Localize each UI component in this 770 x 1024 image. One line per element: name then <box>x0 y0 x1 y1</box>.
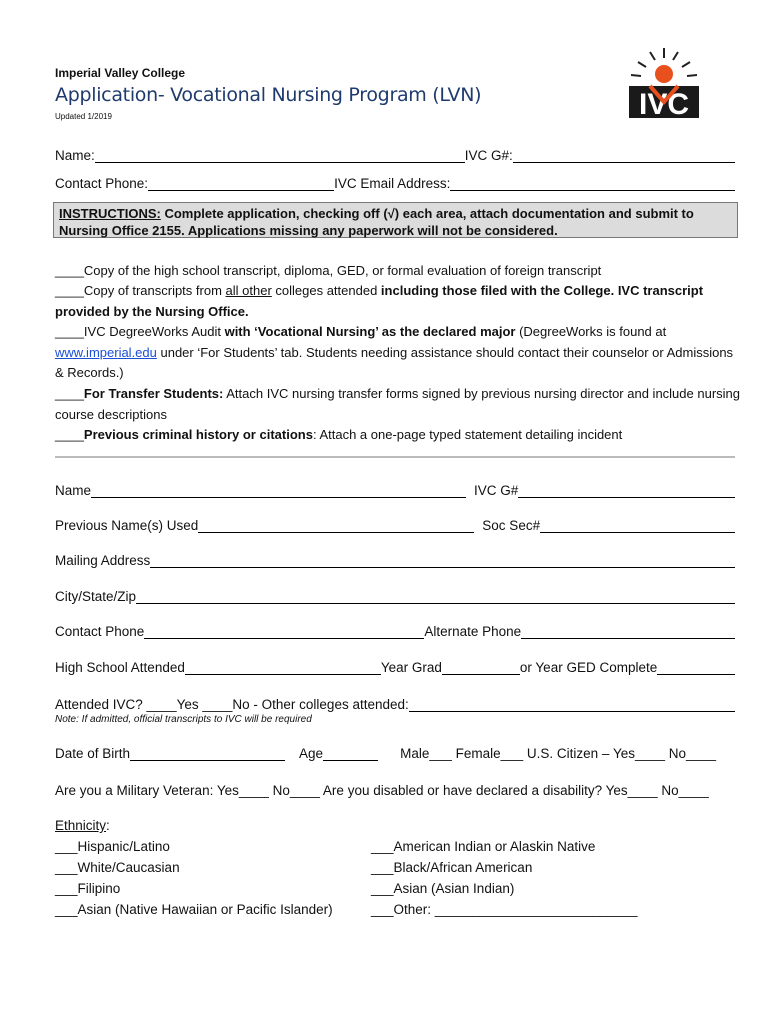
veteran-disability-options[interactable]: Are you a Military Veteran: Yes____ No____ Are you disabled or have declared a disability? Yes____ No____ <box>55 783 709 798</box>
form-row-prev-names <box>55 518 735 533</box>
year-grad-label: Year Grad <box>380 660 442 675</box>
sex-citizen-options[interactable]: Male___ Female___ U.S. Citizen – Yes____ No____ <box>400 746 717 761</box>
checklist-text-underlined: all other <box>225 283 272 298</box>
attended-ivc-label: Attended IVC? ____Yes ____No - Other colleges attended: <box>55 697 409 712</box>
contact-phone-label: Contact Phone <box>55 624 145 639</box>
checklist-item-degreeworks[interactable] <box>55 322 745 384</box>
age-field[interactable] <box>323 746 378 761</box>
high-school-field[interactable] <box>185 660 381 675</box>
city-state-zip-field[interactable] <box>136 589 735 604</box>
name-field[interactable] <box>95 148 465 163</box>
logo-text: IVC <box>638 88 690 120</box>
checklist-text-bold: with ‘Vocational Nursing’ as the declared major <box>224 324 516 339</box>
checklist-item-hs-transcript[interactable] <box>55 261 745 282</box>
ethnicity-option[interactable]: ___American Indian or Alaskin Native <box>371 839 596 854</box>
checklist-text-bold: For Transfer Students: <box>83 386 224 401</box>
ivc-number-field[interactable] <box>518 483 735 498</box>
ivc-logo <box>626 46 702 120</box>
checklist-text-bold: including those filed with the College. IVC transcript provided by the Nursing Office. <box>55 283 704 319</box>
checklist-text: (DegreeWorks is found at <box>515 324 667 339</box>
ethnicity-left-column <box>55 815 333 920</box>
contact-phone-field[interactable] <box>144 624 424 639</box>
checklist-text-bold: Previous criminal history or citations <box>83 427 313 442</box>
imperial-website-link[interactable]: www.imperial.edu <box>55 344 157 360</box>
alternate-phone-field[interactable] <box>521 624 735 639</box>
dob-label: Date of Birth <box>55 746 131 761</box>
ethnicity-heading-text: Ethnicity <box>55 818 107 833</box>
checklist-text: ____Copy of the high school transcript, diploma, GED, or formal evaluation of foreign transcript <box>55 263 602 278</box>
form-row-dob <box>55 746 735 761</box>
ethnicity-option[interactable]: ___Filipino <box>55 881 121 896</box>
year-grad-field[interactable] <box>442 660 520 675</box>
form-row-phones <box>55 624 735 639</box>
checklist-text: ____Copy of transcripts from <box>55 283 226 298</box>
section-divider <box>55 456 735 458</box>
checklist-text: under ‘For Students’ tab. Students needing assistance should contact their counselor or Admissions & Records.) <box>55 344 734 380</box>
form-row-high-school <box>55 660 735 675</box>
checklist-text: ____ <box>55 386 84 401</box>
previous-names-field[interactable] <box>198 518 474 533</box>
ssn-field[interactable] <box>540 518 735 533</box>
name-label: Name: <box>55 148 95 163</box>
form-row-mailing <box>55 553 735 568</box>
checklist-text: ____IVC DegreeWorks Audit <box>55 324 225 339</box>
updated-date: Updated 1/2019 <box>55 112 112 121</box>
checklist-text: ____ <box>55 427 84 442</box>
ethnicity-option[interactable]: ___Hispanic/Latino <box>55 839 170 854</box>
form-row-city <box>55 589 735 604</box>
age-label: Age <box>299 746 324 761</box>
contact-phone-field[interactable] <box>148 176 334 191</box>
ethnicity-option[interactable]: ___Other: ___________________________ <box>371 902 638 917</box>
checklist-item-college-transcripts[interactable] <box>55 281 745 322</box>
checklist-item-criminal-history[interactable] <box>55 425 745 446</box>
ged-year-label: or Year GED Complete <box>519 660 658 675</box>
alternate-phone-label: Alternate Phone <box>424 624 522 639</box>
ethnicity-option[interactable]: ___Asian (Native Hawaiian or Pacific Islander) <box>55 902 333 917</box>
ethnicity-heading <box>55 815 333 836</box>
ethnicity-right-column <box>371 836 638 920</box>
mailing-address-label: Mailing Address <box>55 553 151 568</box>
city-state-zip-label: City/State/Zip <box>55 589 137 604</box>
ivc-number-label: IVC G# <box>474 483 519 498</box>
form-row-attended <box>55 697 735 712</box>
email-field[interactable] <box>450 176 735 191</box>
ged-year-field[interactable] <box>657 660 735 675</box>
ivc-number-label: IVC G#: <box>464 148 513 163</box>
previous-names-label: Previous Name(s) Used <box>55 518 199 533</box>
college-name: Imperial Valley College <box>55 66 186 80</box>
other-colleges-field[interactable] <box>409 697 735 712</box>
contact-phone-label: Contact Phone: <box>55 176 149 191</box>
checklist-text: : Attach a one-page typed statement detailing incident <box>312 427 623 442</box>
ethnicity-heading-colon: : <box>106 818 110 833</box>
ethnicity-option[interactable]: ___White/Caucasian <box>55 860 180 875</box>
high-school-label: High School Attended <box>55 660 185 675</box>
checklist-text: Attach IVC nursing transfer forms signed by previous nursing director and include nursing course descriptions <box>55 386 740 422</box>
ethnicity-option[interactable]: ___Asian (Asian Indian) <box>371 881 515 896</box>
name-label: Name <box>55 483 92 498</box>
page-title: Application- Vocational Nursing Program (LVN) <box>55 84 482 106</box>
instructions-box <box>53 202 738 238</box>
ssn-label: Soc Sec# <box>482 518 541 533</box>
email-label: IVC Email Address: <box>334 176 451 191</box>
ethnicity-option[interactable]: ___Black/African American <box>371 860 533 875</box>
form-row-veteran <box>55 783 735 798</box>
form-row-name <box>55 483 735 498</box>
checklist-item-transfer[interactable] <box>55 384 745 425</box>
sun-icon <box>655 65 673 83</box>
checklist-text: colleges attended <box>271 283 381 298</box>
mailing-address-field[interactable] <box>150 553 735 568</box>
top-contact-row <box>55 176 735 191</box>
instructions-label: INSTRUCTIONS: <box>59 206 161 221</box>
top-name-row <box>55 148 735 163</box>
name-field[interactable] <box>91 483 466 498</box>
ivc-number-field[interactable] <box>513 148 735 163</box>
instructions-text: Complete application, checking off (√) each area, attach documentation and submit to Nursing Office 2155. Applications missing any paperwork will not be considered. <box>59 206 694 238</box>
transcript-note: Note: If admitted, official transcripts to IVC will be required <box>55 714 312 725</box>
dob-field[interactable] <box>130 746 285 761</box>
